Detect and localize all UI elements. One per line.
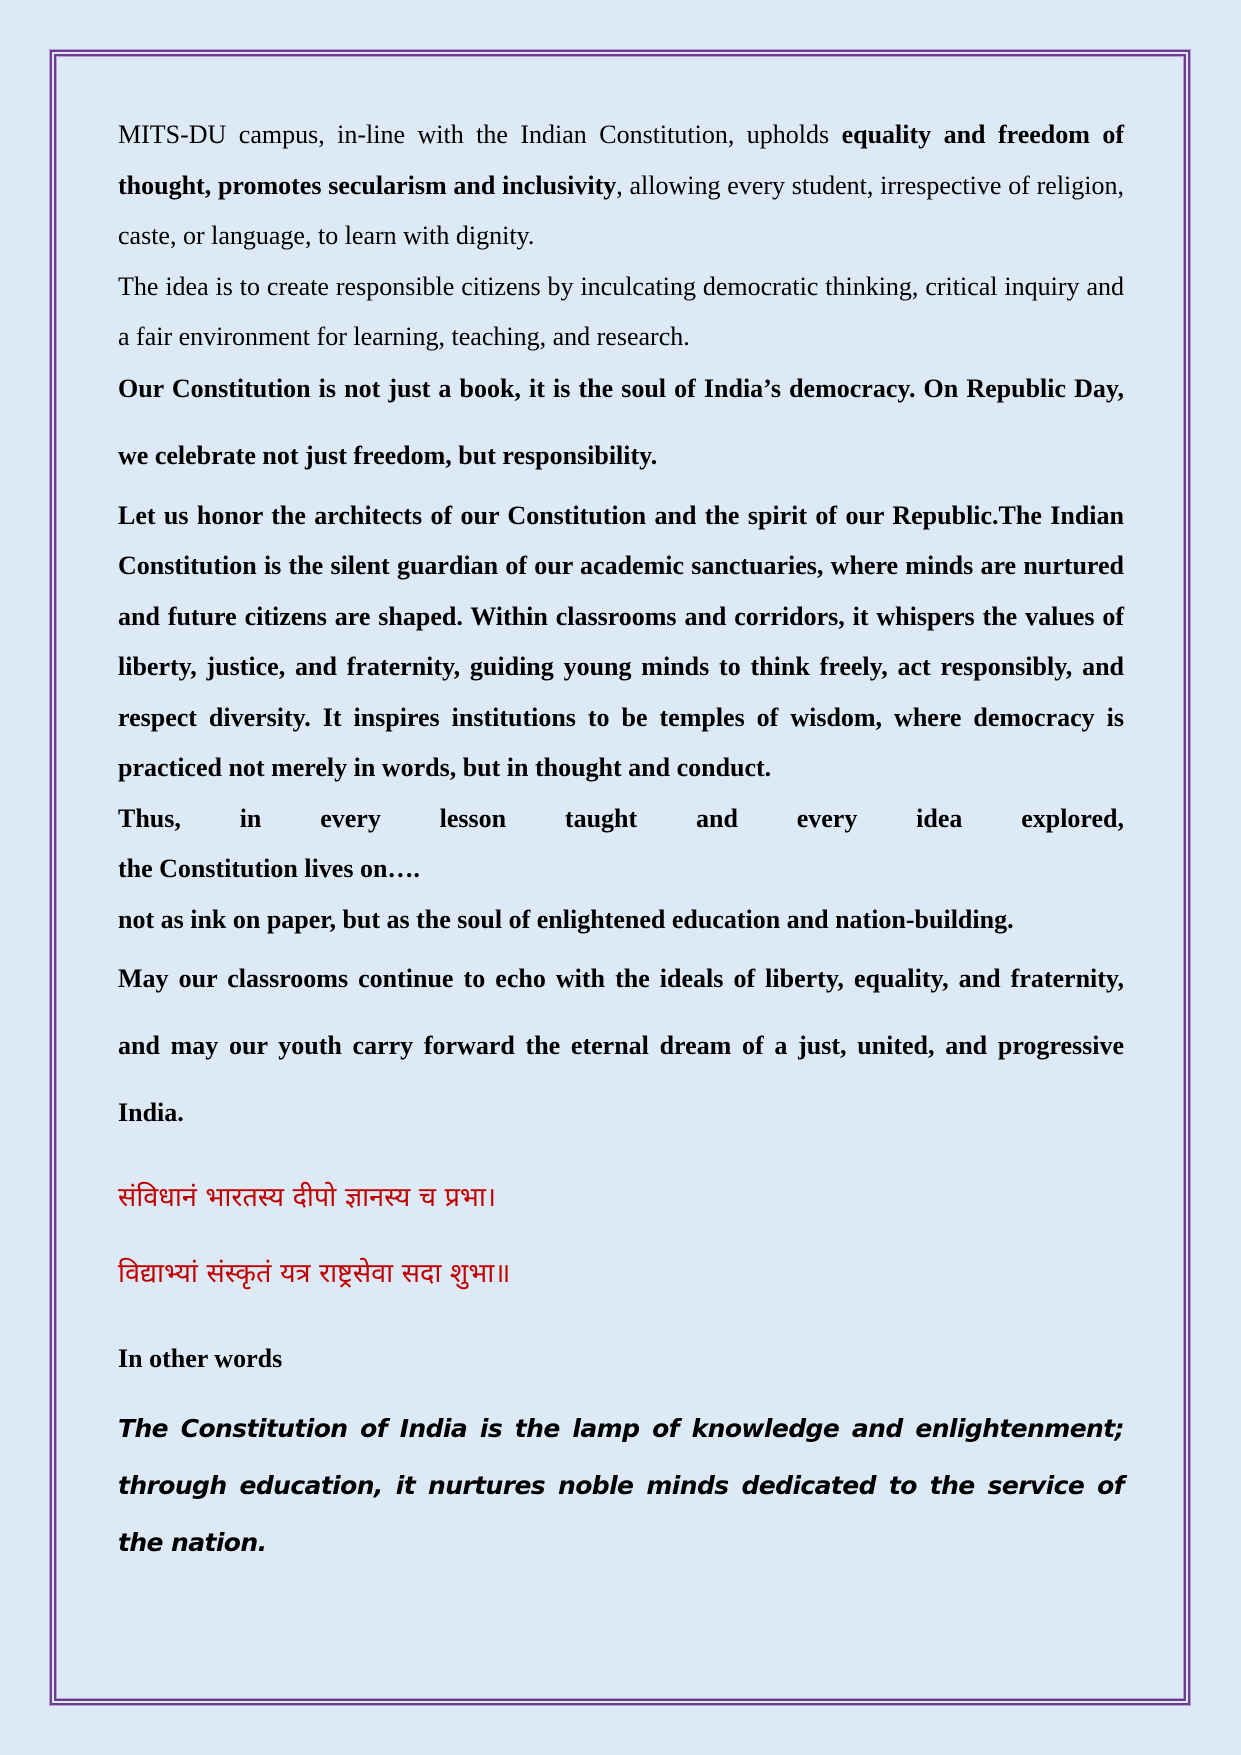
paragraph-architects: Let us honor the architects of our Constitution and the spirit of our Republic.The Indian Constitution is the silent guardian of our academic sanctuaries, where minds are nurtured and future citizens are shaped. Within classrooms and corridors, it whispers the values of liberty, justice, and fraternity, guiding young minds to think freely, act responsibly, and respect diversity. It inspires institutions to be temples of wisdom, where democracy is practiced not merely in words, but in thought and conduct.	[118, 500, 1124, 782]
paragraph-text: , allowing every student, irrespective of religion, caste, or language, to learn with dignity.	[118, 170, 1124, 250]
sanskrit-verse-line1: संविधानं भारतस्य दीपो ज्ञानस्य च प्रभा।	[118, 1182, 497, 1213]
paragraph-ink-on-paper: not as ink on paper, but as the soul of enlightened education and nation-building.	[118, 904, 1014, 934]
paragraph-classrooms-echo: May our classrooms continue to echo with the ideals of liberty, equality, and fraternity, and may our youth carry forward the eternal dream of a just, united, and progressive India.	[118, 964, 1124, 1127]
paragraph-thus-line2: the Constitution lives on….	[118, 854, 420, 883]
paragraph-constitution-soul: Our Constitution is not just a book, it is the soul of India’s democracy. On Republic Day, we celebrate not just freedom, but responsibility.	[118, 373, 1124, 470]
document-body	[118, 110, 1124, 1571]
paragraph-campus-values	[118, 110, 1124, 262]
closing-statement: The Constitution of India is the lamp of knowledge and enlightenment; through education, it nurtures noble minds dedicated to the service of the nation.	[118, 1414, 1124, 1557]
paragraph-text: MITS-DU campus, in-line with the Indian Constitution, upholds	[118, 120, 842, 149]
sanskrit-verse-line2: विद्याभ्यां संस्कृतं यत्र राष्ट्रसेवा सदा शुभा॥	[118, 1258, 511, 1289]
paragraph-idea: The idea is to create responsible citizens by inculcating democratic thinking, critical inquiry and a fair environment for learning, teaching, and research.	[118, 271, 1124, 351]
emphasis-text: equality and freedom of thought, promotes secularism and inclusivity	[118, 120, 1125, 200]
paragraph-thus-line1: Thus, in every lesson taught and every idea explored,	[118, 803, 1124, 833]
subheading-other-words: In other words	[118, 1344, 283, 1373]
